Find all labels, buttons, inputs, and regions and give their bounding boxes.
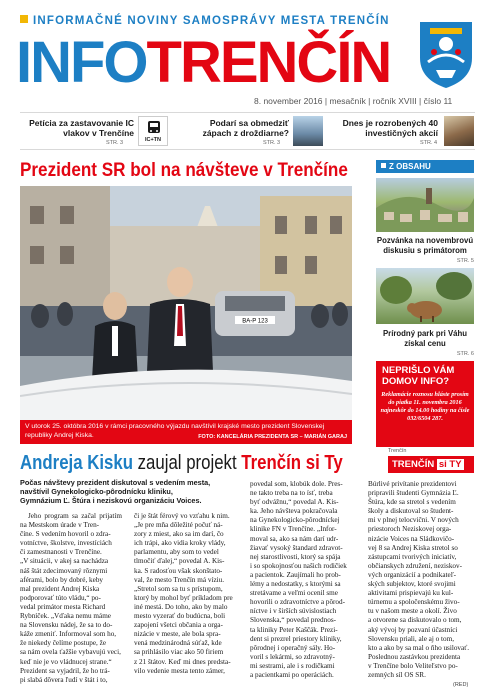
story2-headline[interactable]: Andreja Kisku zaujal projekt Trenčín si Ty bbox=[20, 452, 343, 474]
teaser-ic-trains[interactable]: Petícia za zastavovanie IC vlakov v Trenčíne STR. 3 IC+TN bbox=[20, 113, 170, 149]
masthead-logo[interactable]: INFOTRENČÍN bbox=[16, 30, 391, 95]
text-line: mesto vyzerať do budúcna, boli bbox=[134, 612, 226, 621]
text-line: občianskych združení, neziskov- bbox=[368, 561, 463, 570]
text-line: mi sestrami, ale i s rodičkami bbox=[250, 661, 335, 670]
text-line: ta kliniky Peter Kaščák. Prezi- bbox=[250, 625, 338, 634]
text-line: sa prihlásilo viac ako 50 firiem bbox=[134, 648, 224, 657]
text-line: či je štát férový vo vzťahu k nim. bbox=[134, 512, 230, 520]
text-line: ktorý by mohol byť príkladom pre bbox=[134, 593, 233, 602]
text-line: vilo vedenie mesta tento zámer, bbox=[134, 666, 225, 675]
text-line: ských subjektov, ktoré svojimi bbox=[368, 580, 456, 589]
text-line: tu v našom meste a okolí. Živo bbox=[368, 607, 457, 616]
square-icon bbox=[381, 163, 386, 168]
text-line: stretávame a veľmi ocenil sme bbox=[250, 589, 338, 598]
text-line: voril s lekármi, so zdravotný- bbox=[250, 652, 335, 661]
text-line: „V situácii, v akej sa nachádza bbox=[20, 557, 109, 566]
text-line: náš štát zdecimovaný rôznymi bbox=[20, 566, 108, 575]
text-line: Jeho program sa začal prijatím na Mestskom úrade v Tren- bbox=[20, 512, 122, 530]
sidebar-item-discussion[interactable]: Pozvánka na novembrovú diskusiu s primátorom bbox=[376, 236, 474, 255]
photo-credit: FOTO: KANCELÁRIA PREZIDENTA SR – MARIÁN GARAJ bbox=[198, 433, 347, 440]
photo-caption: V utorok 25. októbra 2016 v rámci pracovného výjazdu navštívil krajské mesto prezident Slovenskej republiky Andrej Kiska. FOTO: KANCELÁRIA PREZIDENTA SR – MARIÁN GARAJ bbox=[20, 420, 352, 444]
text-line: zástupcami tvorivých iniciatív, bbox=[368, 552, 457, 561]
text-line: klinike FN v Trenčíne. „Infor- bbox=[250, 525, 337, 534]
story2-column-3 bbox=[250, 480, 356, 680]
car-plate: BA-P 123 bbox=[242, 318, 268, 325]
sidebar-item-park[interactable]: Prírodný park pri Váhu získal cenu bbox=[382, 329, 468, 348]
text-line: že niekedy čelíme postupe, že bbox=[20, 639, 107, 648]
text-line: nizácie Voices na Sládkovičo- bbox=[368, 534, 455, 543]
text-line: či zamestnanosti v Trenčíne. bbox=[20, 548, 102, 557]
text-line: nizácie v meste, ale bola spra- bbox=[134, 630, 221, 639]
lead-photo bbox=[20, 186, 352, 420]
text-line: tlmočiť ďalej,“ povedal A. Kis- bbox=[134, 557, 225, 566]
text-line: vej 8 sa Andrej Kiska stretol so bbox=[368, 543, 458, 552]
story2-column-2 bbox=[134, 512, 238, 676]
story2-lead: Počas návštevy prezident diskutoval s vedením mesta, navštívil Gynekologicko-pôrodnícku kliniku, Gymnázium Ľ. Štúra i neziskovú organizáciu Voices. bbox=[20, 478, 211, 505]
text-line: povedal som, klobúk dole. Pres- bbox=[250, 480, 343, 488]
text-line: parlamentu, aby som to vedel bbox=[134, 548, 219, 557]
text-line: lémy a nedostatky, s ktorými sa bbox=[250, 580, 341, 589]
lead-headline[interactable]: Prezident SR bol na návšteve v Trenčíne bbox=[20, 160, 348, 181]
text-line: zemných síl OS SR. bbox=[368, 670, 426, 679]
text-line: nej starostlivosti, ktorý sa spája bbox=[250, 552, 341, 561]
text-line: ka. Jeho návšteva pokračovala bbox=[250, 507, 338, 516]
text-line: iné mestá. Do toho, ako by malo bbox=[134, 602, 228, 611]
story2-column-1 bbox=[20, 512, 122, 685]
text-line: byť odvážnu,“ povedal A. Kis- bbox=[250, 498, 339, 507]
text-line: Rybníček. „Vďaka nemu máme bbox=[20, 612, 111, 621]
train-badge-icon: IC+TN bbox=[138, 116, 168, 146]
text-line: mal prezident Andrej Kiska bbox=[20, 584, 100, 593]
text-line: „Je pre mňa dôležité počuť ná- bbox=[134, 521, 223, 530]
text-line: pripravili študenti Gymnázia Ľ. bbox=[368, 489, 459, 498]
kicker-square-icon bbox=[20, 15, 28, 23]
text-line: a pacientkami po operáciách. bbox=[250, 670, 334, 679]
story2-column-4 bbox=[368, 480, 474, 680]
factory-photo bbox=[293, 116, 323, 146]
text-line: dent si prezrel priestory kliniky, bbox=[250, 634, 342, 643]
teaser-investments[interactable]: Dnes je rozrobených 40 investičných akcií STR. 4 bbox=[330, 113, 475, 149]
text-line: školy a diskutoval so študent- bbox=[368, 507, 454, 516]
text-line: hovorili o zdravotníctve a pôrod- bbox=[250, 598, 346, 607]
teaser-yeast-smell[interactable]: Podarí sa obmedziť zápach z droždiarne? STR. 3 bbox=[175, 113, 325, 149]
text-line: káže zmeniť. Informoval som ho, bbox=[20, 630, 117, 639]
text-line: a pacientok. Zaujímali ho prob- bbox=[250, 570, 341, 579]
text-line: na Gynekologicko-pôrodníckej bbox=[250, 516, 340, 525]
text-line: a otvorene sa diskutovalo o tom, bbox=[368, 616, 462, 625]
text-line: zory z miest, ako sa im darí, čo bbox=[134, 530, 224, 539]
text-line: kto a ako by sa mal o ňho usilovať. bbox=[368, 643, 470, 652]
text-line: ka. S radosťou však skonštato- bbox=[134, 566, 223, 575]
text-line: Slovenska,“ povedal prednos- bbox=[250, 616, 337, 625]
text-line: z 21 štátov. Keď mi dnes predsta- bbox=[134, 657, 231, 666]
text-line: v Trenčíne bolo Veliteľstvo po- bbox=[368, 661, 458, 670]
text-line: Slovensku priali, ale aj o tom, bbox=[368, 634, 455, 643]
text-line: vých organizácií a podnikateľ- bbox=[368, 570, 457, 579]
text-line: moval sa, ako sa nám darí udr- bbox=[250, 534, 339, 543]
text-line: Štúra, kde sa stretol s vedením bbox=[368, 498, 456, 507]
text-line: Prezident sa vyjadril, že ho trá- bbox=[20, 666, 110, 675]
masthead-kicker: INFORMAČNÉ NOVINY SAMOSPRÁVY MESTA TRENČÍN bbox=[20, 15, 390, 27]
text-line: mi v plnej telocvični. V nových bbox=[368, 516, 459, 525]
text-line: podporovať túto vládu,“ po- bbox=[20, 593, 101, 602]
nature-park-photo bbox=[376, 268, 474, 324]
town-aerial-photo bbox=[376, 178, 474, 232]
text-line: číne. S vedením hovoril o zdra- bbox=[20, 530, 111, 539]
text-line: „Stretol som sa tu s prístupom, bbox=[134, 584, 223, 593]
issue-info: 8. november 2016 | mesačník | ročník XVIII | číslo 11 bbox=[254, 96, 453, 106]
text-line: vená medzinárodná súťaž, kde bbox=[134, 639, 222, 648]
text-line: aktivitami prispievajú ku kul- bbox=[368, 589, 454, 598]
text-line: vedal primátor mesta Richard bbox=[20, 602, 106, 611]
text-line: keď nie je vo vládnucej strane.“ bbox=[20, 657, 112, 666]
text-line: Poslednou zastávkou prezidenta bbox=[368, 652, 461, 661]
text-line: aférami, bolo by dobré, keby bbox=[20, 575, 104, 584]
trencin-si-ty-logo: Trenčín TRENČÍN si TY bbox=[388, 448, 474, 478]
text-line: túrnemu a spoločenskému živo- bbox=[368, 598, 460, 607]
text-line: níctve i v širších súvislostiach bbox=[250, 607, 337, 616]
text-line: žiavať vysoký štandard zdravot- bbox=[250, 543, 343, 552]
city-crest-icon bbox=[416, 18, 476, 90]
teaser-bar bbox=[20, 112, 475, 150]
contents-header: Z OBSAHU bbox=[376, 160, 474, 173]
text-line: zapojení všetci občania a orga- bbox=[134, 621, 223, 630]
construction-photo bbox=[444, 116, 474, 146]
story2-signature: (RED) bbox=[453, 682, 469, 688]
text-line: priestoroch Neziskovej orga- bbox=[368, 525, 452, 534]
text-line: Búrlivé privítanie prezidentovi bbox=[368, 480, 457, 488]
text-line: sa nám ovela ťažšie vybavujú veci, bbox=[20, 648, 121, 657]
text-line: na Slovensku nádej, že sa to do- bbox=[20, 621, 113, 630]
text-line: ne takto treba na to ísť, treba bbox=[250, 489, 333, 498]
text-line: ich trápi, ako vidia kroky vlády, bbox=[134, 539, 226, 548]
text-line: aký vývoj by pozvaní účastníci bbox=[368, 625, 458, 634]
text-line: votníctve, školstve, investíciách bbox=[20, 539, 112, 548]
text-line: pôrodnej i operačný sály. Ho- bbox=[250, 643, 336, 652]
text-line: pi slabá dôvera ľudí v štát i to, bbox=[20, 675, 108, 684]
text-line: i so spokojnosťou našich rodičiek bbox=[250, 561, 347, 570]
delivery-notice: NEPRIŠLO VÁM DOMOV INFO? Reklamácie roznosu hláste prosím do piatka 11. novembra 2016 najneskôr do 14.00 hodiny na čísle 032/6504 287. bbox=[376, 361, 474, 447]
text-line: val, že mesto Trenčín má víziu. bbox=[134, 575, 225, 584]
